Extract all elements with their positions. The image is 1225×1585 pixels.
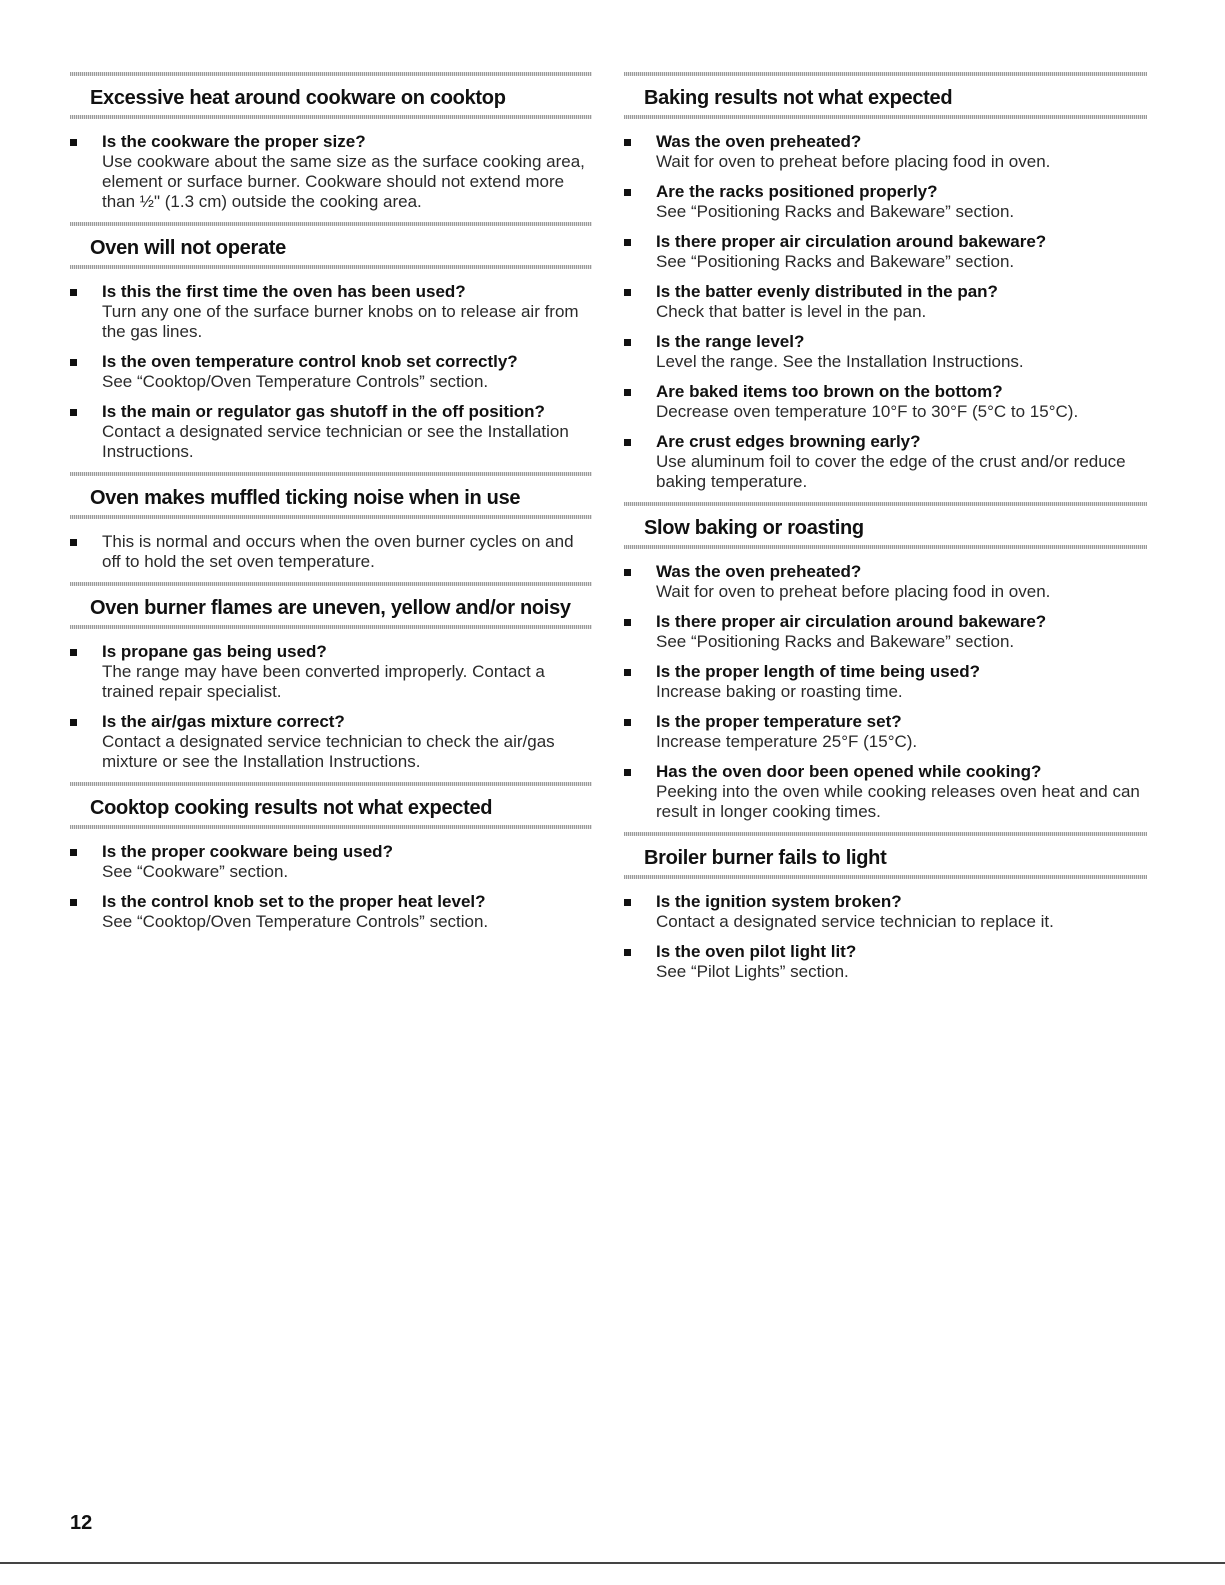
- item-answer: Contact a designated service technician to check the air/gas mixture or see the Installation Instructions.: [102, 732, 555, 771]
- item-question: Has the oven door been opened while cooking?: [656, 762, 1042, 781]
- square-bullet-icon: [70, 289, 77, 296]
- item-answer: Check that batter is level in the pan.: [656, 302, 927, 321]
- item-question: Is the ignition system broken?: [656, 892, 902, 911]
- item-question: Is the proper cookware being used?: [102, 842, 393, 861]
- troubleshooting-list: [70, 629, 592, 772]
- section-title: Oven burner flames are uneven, yellow and/or noisy: [90, 597, 571, 619]
- item-question: Is there proper air circulation around bakeware?: [656, 232, 1047, 251]
- item-answer: Use aluminum foil to cover the edge of the crust and/or reduce baking temperature.: [656, 452, 1126, 491]
- square-bullet-icon: [624, 769, 631, 776]
- item-question: Is the control knob set to the proper heat level?: [102, 892, 486, 911]
- item-question: Is propane gas being used?: [102, 642, 327, 661]
- item-question: Are crust edges browning early?: [656, 432, 921, 451]
- square-bullet-icon: [70, 899, 77, 906]
- section-slow-baking-or-roasting: [624, 502, 1147, 822]
- list-item: [70, 892, 592, 932]
- square-bullet-icon: [70, 849, 77, 856]
- list-item: [624, 182, 1147, 222]
- section-title: Broiler burner fails to light: [644, 847, 887, 869]
- list-item: [70, 642, 592, 702]
- left-column: [70, 72, 592, 942]
- item-answer: See “Positioning Racks and Bakeware” section.: [656, 632, 1015, 651]
- troubleshooting-list: [624, 549, 1147, 822]
- item-question: Was the oven preheated?: [656, 132, 862, 151]
- list-item: [70, 402, 592, 462]
- list-item: [70, 842, 592, 882]
- item-answer: Level the range. See the Installation Instructions.: [656, 352, 1024, 371]
- section-title: Baking results not what expected: [644, 87, 953, 109]
- item-question: Is the oven temperature control knob set correctly?: [102, 352, 518, 371]
- item-question: Is the range level?: [656, 332, 805, 351]
- square-bullet-icon: [70, 359, 77, 366]
- item-answer: Wait for oven to preheat before placing food in oven.: [656, 152, 1051, 171]
- bottom-rule: [0, 1562, 1225, 1564]
- item-question: Is the oven pilot light lit?: [656, 942, 857, 961]
- list-item: [70, 532, 592, 572]
- item-question: Is this the first time the oven has been used?: [102, 282, 466, 301]
- section-title: Cooktop cooking results not what expected: [90, 797, 493, 819]
- item-answer: The range may have been converted improperly. Contact a trained repair specialist.: [102, 662, 545, 701]
- item-question: Are baked items too brown on the bottom?: [656, 382, 1003, 401]
- section-baking-results-not-what-expected: [624, 72, 1147, 492]
- item-answer: See “Positioning Racks and Bakeware” section.: [656, 202, 1015, 221]
- item-answer: This is normal and occurs when the oven burner cycles on and off to hold the set oven temperature.: [102, 532, 574, 571]
- list-item: [70, 282, 592, 342]
- list-item: [70, 352, 592, 392]
- square-bullet-icon: [624, 189, 631, 196]
- item-answer: Contact a designated service technician to replace it.: [656, 912, 1054, 931]
- item-answer: Wait for oven to preheat before placing food in oven.: [656, 582, 1051, 601]
- list-item: [624, 562, 1147, 602]
- square-bullet-icon: [624, 289, 631, 296]
- square-bullet-icon: [624, 139, 631, 146]
- list-item: [70, 132, 592, 212]
- square-bullet-icon: [70, 409, 77, 416]
- item-answer: Increase temperature 25°F (15°C).: [656, 732, 918, 751]
- list-item: [624, 942, 1147, 982]
- section-oven-makes-muffled-ticking-noise-when-in-use: [70, 472, 592, 572]
- list-item: [624, 382, 1147, 422]
- square-bullet-icon: [624, 439, 631, 446]
- item-question: Is the main or regulator gas shutoff in the off position?: [102, 402, 545, 421]
- troubleshooting-list: [624, 119, 1147, 492]
- troubleshooting-list: [70, 829, 592, 932]
- item-question: Are the racks positioned properly?: [656, 182, 938, 201]
- item-question: Is the air/gas mixture correct?: [102, 712, 345, 731]
- item-question: Is the cookware the proper size?: [102, 132, 366, 151]
- section-title: Oven will not operate: [90, 237, 286, 259]
- item-question: Is there proper air circulation around bakeware?: [656, 612, 1047, 631]
- square-bullet-icon: [70, 539, 77, 546]
- item-answer: Decrease oven temperature 10°F to 30°F (5°C to 15°C).: [656, 402, 1079, 421]
- list-item: [624, 662, 1147, 702]
- square-bullet-icon: [624, 339, 631, 346]
- item-answer: See “Pilot Lights” section.: [656, 962, 849, 981]
- square-bullet-icon: [624, 949, 631, 956]
- section-cooktop-cooking-results-not-what-expected: [70, 782, 592, 932]
- item-answer: Increase baking or roasting time.: [656, 682, 903, 701]
- list-item: [624, 612, 1147, 652]
- square-bullet-icon: [624, 719, 631, 726]
- item-question: Is the proper length of time being used?: [656, 662, 980, 681]
- item-answer: Peeking into the oven while cooking releases oven heat and can result in longer cooking times.: [656, 782, 1140, 821]
- list-item: [624, 762, 1147, 822]
- section-title: Oven makes muffled ticking noise when in use: [90, 487, 521, 509]
- square-bullet-icon: [624, 239, 631, 246]
- section-title: Excessive heat around cookware on cooktop: [90, 87, 506, 109]
- right-column: [624, 72, 1147, 992]
- item-question: Is the proper temperature set?: [656, 712, 902, 731]
- item-answer: Turn any one of the surface burner knobs on to release air from the gas lines.: [102, 302, 579, 341]
- troubleshooting-list: [70, 519, 592, 572]
- troubleshooting-list: [70, 119, 592, 212]
- square-bullet-icon: [70, 649, 77, 656]
- item-answer: See “Cooktop/Oven Temperature Controls” section.: [102, 372, 489, 391]
- section-oven-will-not-operate: [70, 222, 592, 462]
- square-bullet-icon: [624, 669, 631, 676]
- section-oven-burner-flames-are-uneven-yellow-and-or-noisy: [70, 582, 592, 772]
- item-answer: Use cookware about the same size as the surface cooking area, element or surface burner. Cookware should not extend more than ½" (1.3 cm) outside the cooking area.: [102, 152, 585, 211]
- square-bullet-icon: [624, 569, 631, 576]
- list-item: [624, 712, 1147, 752]
- square-bullet-icon: [70, 719, 77, 726]
- item-question: Was the oven preheated?: [656, 562, 862, 581]
- square-bullet-icon: [624, 619, 631, 626]
- square-bullet-icon: [624, 389, 631, 396]
- square-bullet-icon: [624, 899, 631, 906]
- troubleshooting-list: [70, 269, 592, 462]
- list-item: [624, 892, 1147, 932]
- section-title: Slow baking or roasting: [644, 517, 864, 539]
- troubleshooting-list: [624, 879, 1147, 982]
- item-answer: See “Cookware” section.: [102, 862, 289, 881]
- list-item: [624, 232, 1147, 272]
- list-item: [624, 432, 1147, 492]
- item-answer: See “Cooktop/Oven Temperature Controls” section.: [102, 912, 489, 931]
- list-item: [70, 712, 592, 772]
- list-item: [624, 282, 1147, 322]
- section-broiler-burner-fails-to-light: [624, 832, 1147, 982]
- item-answer: See “Positioning Racks and Bakeware” section.: [656, 252, 1015, 271]
- section-excessive-heat-around-cookware-on-cooktop: [70, 72, 592, 212]
- list-item: [624, 332, 1147, 372]
- item-answer: Contact a designated service technician or see the Installation Instructions.: [102, 422, 569, 461]
- page-number: 12: [70, 1512, 93, 1534]
- square-bullet-icon: [70, 139, 77, 146]
- list-item: [624, 132, 1147, 172]
- item-question: Is the batter evenly distributed in the pan?: [656, 282, 998, 301]
